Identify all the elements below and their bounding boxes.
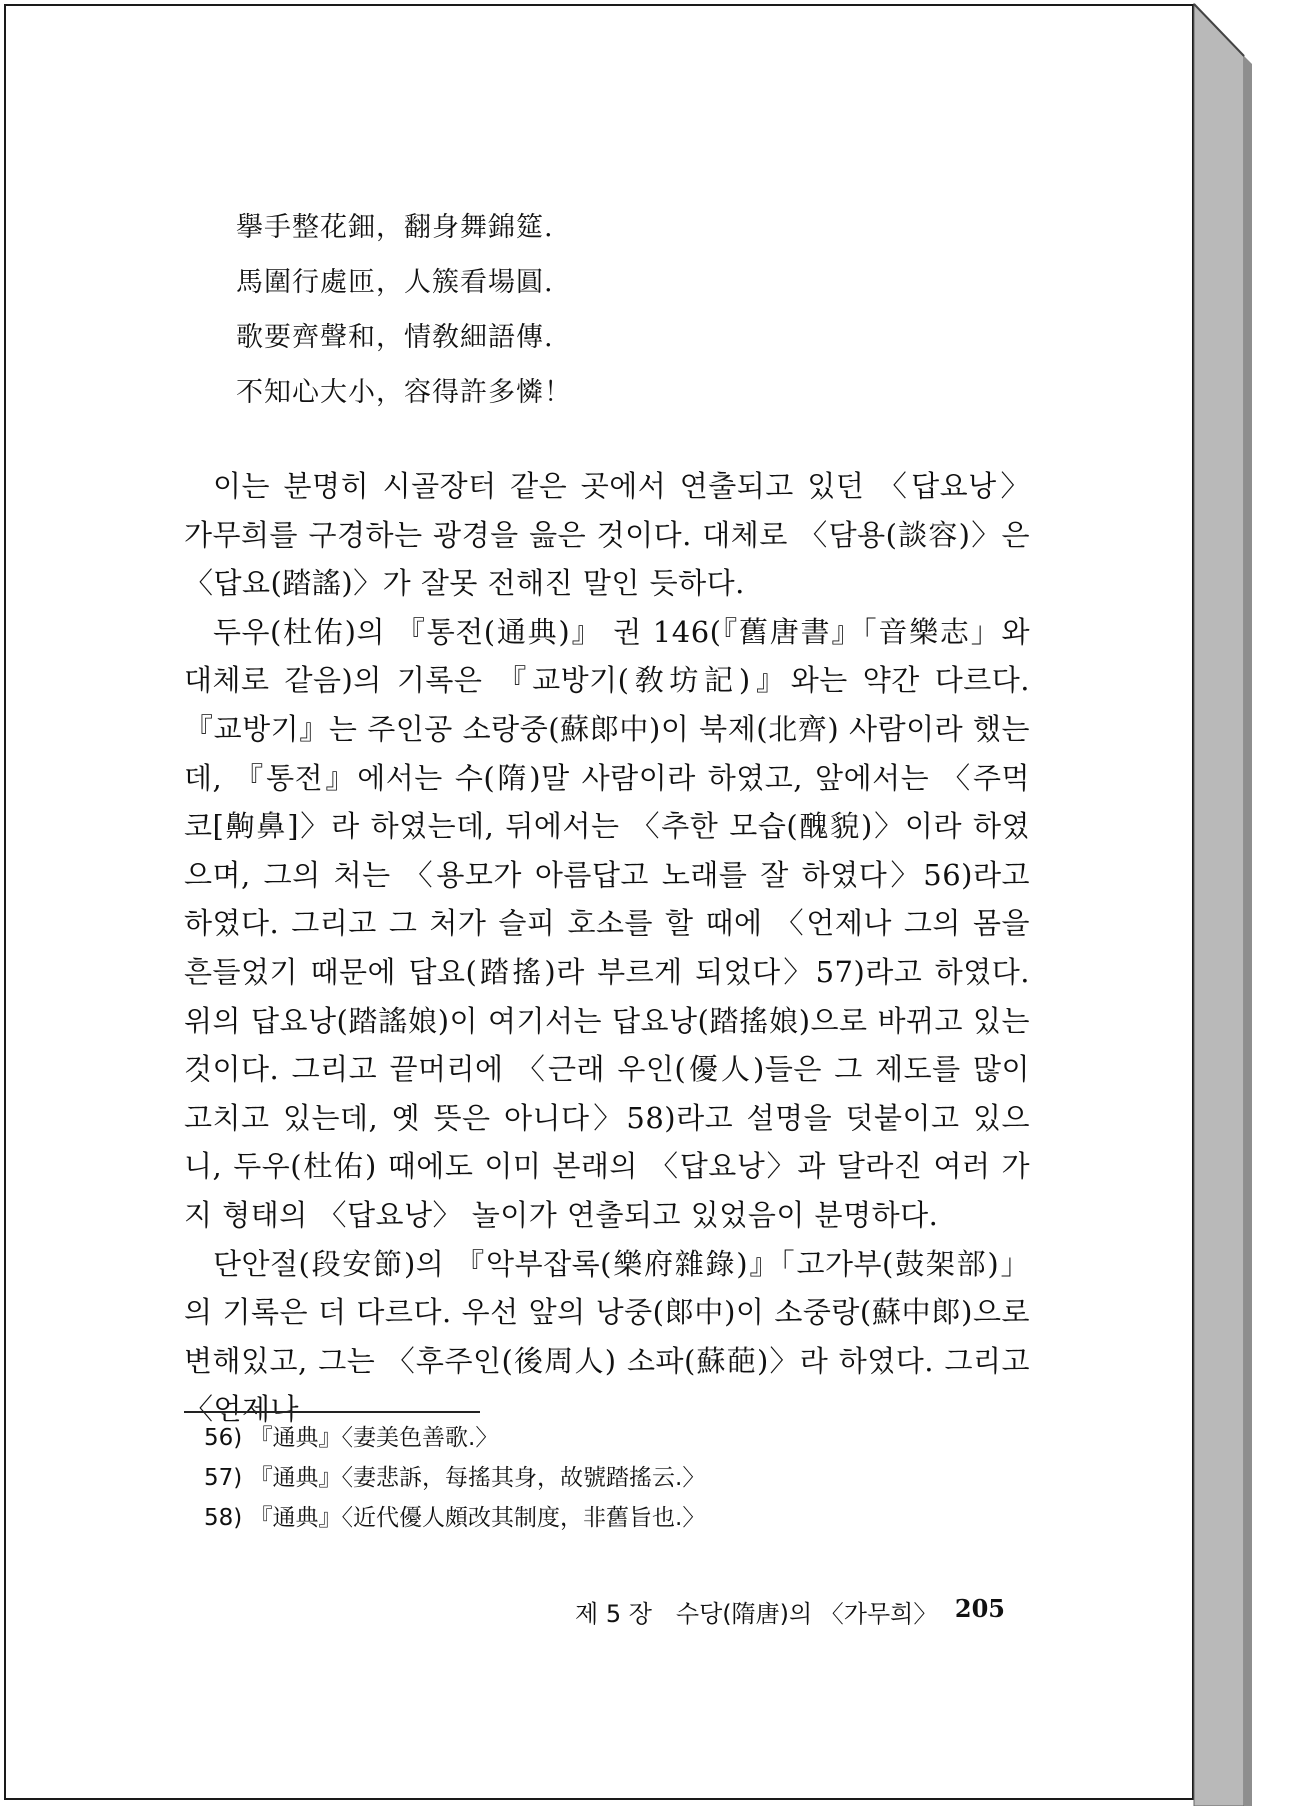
- footnote: 58) 『通典』〈近代優人頗改其制度，非舊旨也.〉: [204, 1505, 706, 1531]
- page-number: 205: [954, 1594, 1005, 1623]
- poem-block: [236, 200, 1030, 420]
- paragraph: 두우(杜佑)의 『통전(通典)』 권 146(『舊唐書』「音樂志」와 대체로 같음)의 기록은 『교방기(敎坊記)』와는 약간 다르다. 『교방기』는 주인공 소랑중(蘇郞中)이 북제(北齊) 사람이라 했는데, 『통전』에서는 수(隋)말 사람이라 하였고, 앞에서는 〈주먹코[齁鼻]〉라 하였는데, 뒤에서는 〈추한 모습(醜貌)〉이라 하였으며, 그의 처는 〈용모가 아름답고 노래를 잘 하였다〉56)라고 하였다. 그리고 그 처가 슬피 호소를 할 때에 〈언제나 그의 몸을 흔들었기 때문에 답요(踏搖)라 부르게 되었다〉57)라고 하였다. 위의 답요낭(踏謠娘)이 여기서는 답요낭(踏搖娘)으로 바뀌고 있는 것이다. 그리고 끝머리에 〈근래 우인(優人)들은 그 제도를 많이 고치고 있는데, 옛 뜻은 아니다〉58)라고 설명을 덧붙이고 있으니, 두우(杜佑) 때에도 이미 본래의 〈답요낭〉과 달라진 여러 가지 형태의 〈답요낭〉 놀이가 연출되고 있었음이 분명하다.: [184, 614, 1030, 1232]
- poem-line: 不知心大小，容得許多憐！: [236, 377, 572, 408]
- chapter-title: 제 5 장 수당(隋唐)의 〈가무희〉: [575, 1600, 938, 1628]
- footnote-divider: [184, 1411, 480, 1413]
- footnotes: [204, 1418, 964, 1538]
- footnote: 56) 『通典』〈妻美色善歌.〉: [204, 1425, 499, 1451]
- poem-line: 馬圍行處匝，人簇看場圓.: [236, 267, 554, 298]
- paragraph: 단안절(段安節)의 『악부잡록(樂府雜錄)』「고가부(鼓架部)」의 기록은 더 다르다. 우선 앞의 낭중(郞中)이 소중랑(蘇中郞)으로 변해있고, 그는 〈후주인(後周人) 소파(蘇葩)〉라 하였다. 그리고 〈언제나: [184, 1246, 1030, 1427]
- poem-line: 擧手整花鈿，翻身舞錦筵.: [236, 212, 554, 243]
- body-text: [184, 462, 1030, 1434]
- paragraph: 이는 분명히 시골장터 같은 곳에서 연출되고 있던 〈답요낭〉 가무희를 구경하는 광경을 읊은 것이다. 대체로 〈담용(談容)〉은 〈답요(踏謠)〉가 잘못 전해진 말인 듯하다.: [184, 469, 1030, 601]
- running-footer: [575, 1594, 1005, 1629]
- page-content: [184, 200, 1030, 1434]
- poem-line: 歌要齊聲和，情敎細語傳.: [236, 322, 554, 353]
- footnote: 57) 『通典』〈妻悲訴，每搖其身，故號踏搖云.〉: [204, 1465, 706, 1491]
